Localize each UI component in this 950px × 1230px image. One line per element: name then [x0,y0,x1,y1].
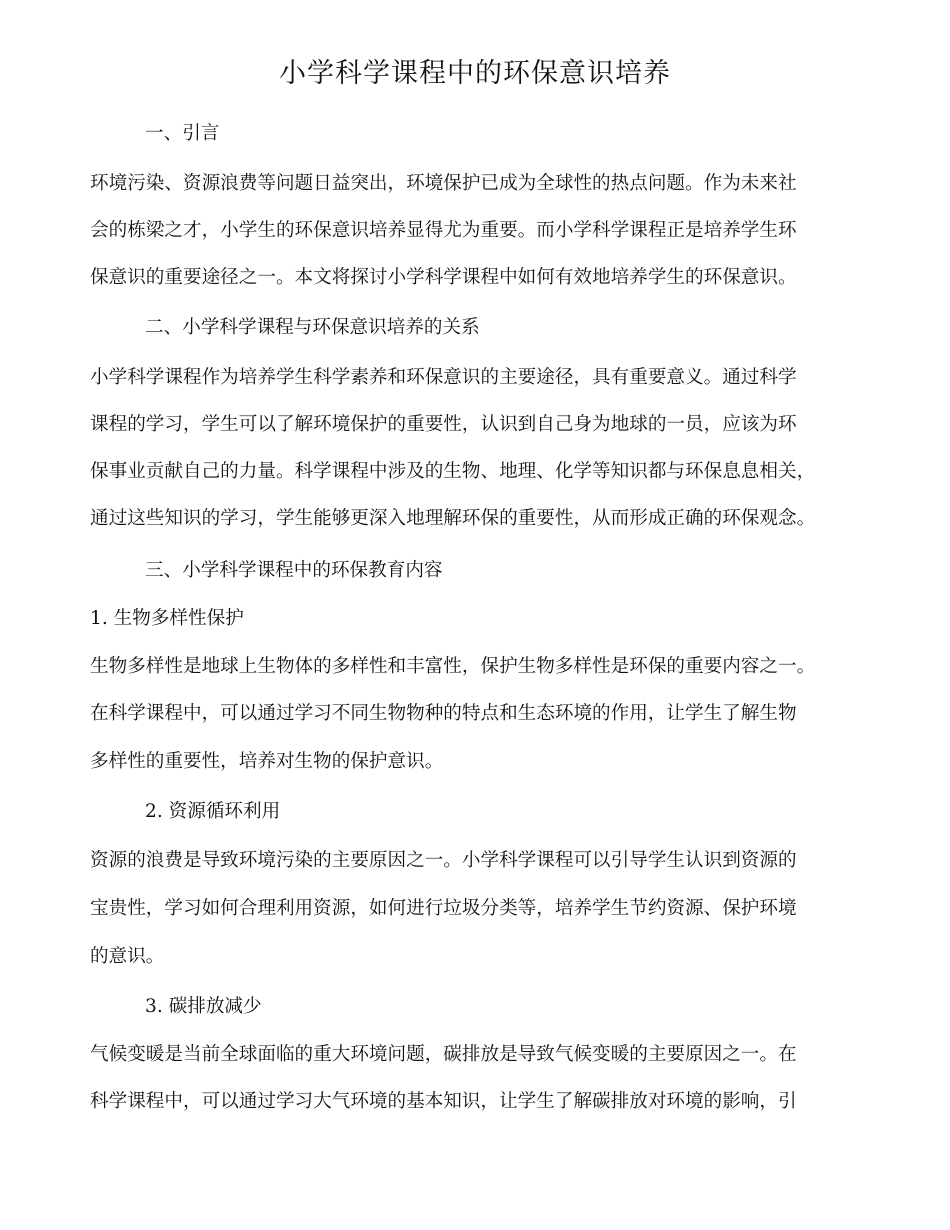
paragraph-line: 环境污染、资源浪费等问题日益突出，环境保护已成为全球性的热点问题。作为未来社 [90,173,797,194]
subsection-heading-carbon: 3. 碳排放减少 [145,996,262,1017]
paragraph-line: 保意识的重要途径之一。本文将探讨小学科学课程中如何有效地培养学生的环保意识。 [90,267,797,288]
section-heading-relationship: 二、小学科学课程与环保意识培养的关系 [145,317,480,338]
paragraph-line: 在科学课程中，可以通过学习不同生物物种的特点和生态环境的作用，让学生了解生物 [90,703,797,724]
subsection-heading-recycling: 2. 资源循环利用 [145,801,281,822]
paragraph-line: 资源的浪费是导致环境污染的主要原因之一。小学科学课程可以引导学生认识到资源的 [90,850,797,871]
paragraph-line: 多样性的重要性，培养对生物的保护意识。 [90,751,444,772]
paragraph-line: 气候变暖是当前全球面临的重大环境问题，碳排放是导致气候变暖的主要原因之一。在 [90,1044,797,1065]
paragraph-line: 通过这些知识的学习，学生能够更深入地理解环保的重要性，从而形成正确的环保观念。 [90,508,816,529]
paragraph-line: 科学课程中，可以通过学习大气环境的基本知识，让学生了解碳排放对环境的影响，引 [90,1091,797,1112]
paragraph-line: 宝贵性，学习如何合理利用资源，如何进行垃圾分类等，培养学生节约资源、保护环境 [90,898,797,919]
paragraph-line: 课程的学习，学生可以了解环境保护的重要性，认识到自己身为地球的一员，应该为环 [90,414,797,435]
document-title: 小学科学课程中的环保意识培养 [279,58,671,89]
section-heading-intro: 一、引言 [145,123,220,144]
paragraph-line: 生物多样性是地球上生物体的多样性和丰富性，保护生物多样性是环保的重要内容之一。 [90,656,816,677]
paragraph-line: 会的栋梁之才，小学生的环保意识培养显得尤为重要。而小学科学课程正是培养学生环 [90,220,797,241]
paragraph-line: 的意识。 [90,946,165,967]
section-heading-content: 三、小学科学课程中的环保教育内容 [145,560,443,581]
subsection-heading-biodiversity: 1. 生物多样性保护 [90,608,244,629]
paragraph-line: 保事业贡献自己的力量。科学课程中涉及的生物、地理、化学等知识都与环保息息相关， [90,461,816,482]
paragraph-line: 小学科学课程作为培养学生科学素养和环保意识的主要途径，具有重要意义。通过科学 [90,367,797,388]
